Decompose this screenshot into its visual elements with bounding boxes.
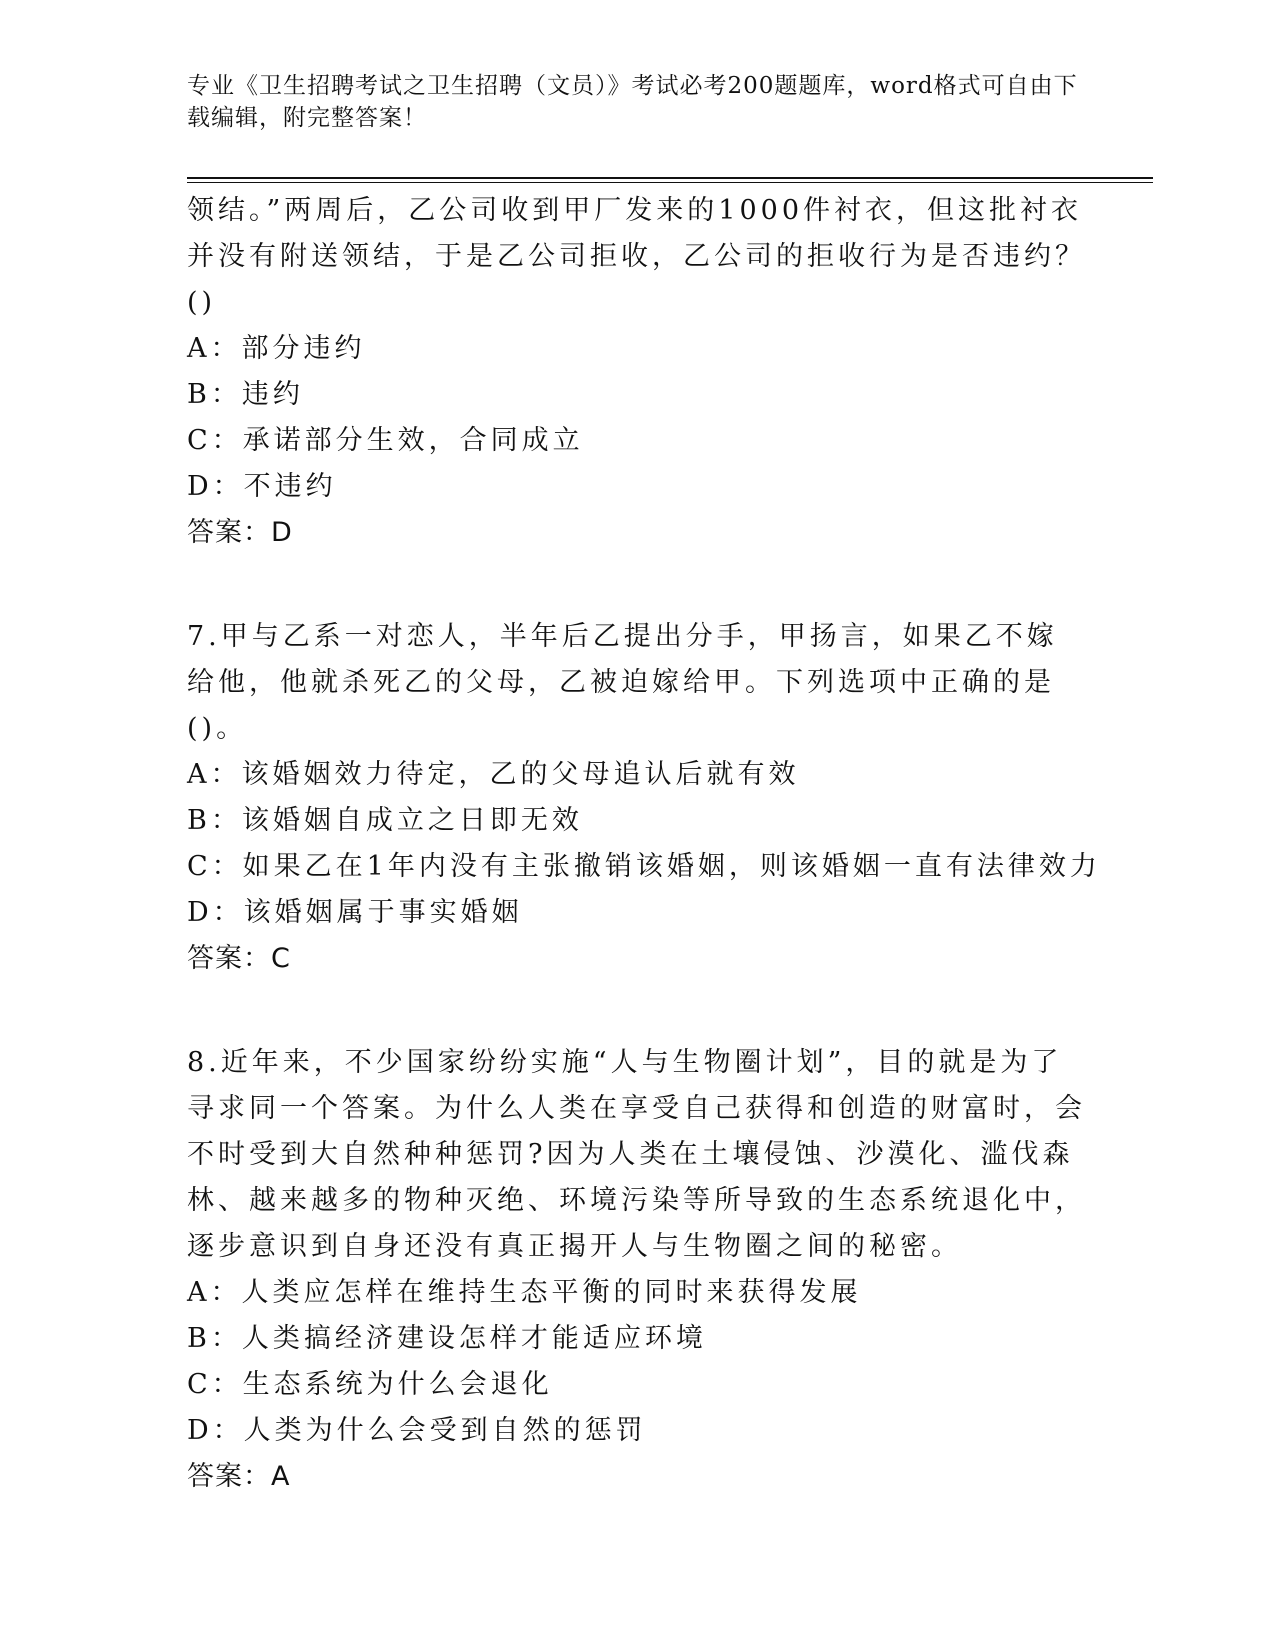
question-8 [187, 1040, 1087, 1500]
option-b: B：该婚姻自成立之日即无效 [187, 805, 583, 836]
option-a: A：人类应怎样在维持生态平衡的同时来获得发展 [187, 1277, 862, 1308]
option-b: B：违约 [187, 379, 304, 410]
question-text: 领结。”两周后，乙公司收到甲厂发来的1000件衬衣，但这批衬衣并没有附送领结，于是乙公司拒收，乙公司的拒收行为是否违约？() [187, 195, 1086, 318]
question-text: 7.甲与乙系一对恋人，半年后乙提出分手，甲扬言，如果乙不嫁给他，他就杀死乙的父母，乙被迫嫁给甲。下列选项中正确的是()。 [187, 621, 1058, 744]
option-b: B：人类搞经济建设怎样才能适应环境 [187, 1323, 707, 1354]
option-d: D：人类为什么会受到自然的惩罚 [187, 1415, 647, 1446]
option-c: C：承诺部分生效，合同成立 [187, 425, 584, 456]
page-header: 专业《卫生招聘考试之卫生招聘（文员）》考试必考200题题库，word格式可自由下载编辑，附完整答案！ [187, 73, 1078, 131]
header-rule-thin [187, 182, 1153, 183]
question-6-continued [187, 188, 1087, 556]
option-a: A：该婚姻效力待定，乙的父母追认后就有效 [187, 759, 800, 790]
option-c: C：生态系统为什么会退化 [187, 1369, 553, 1400]
header-rule-thick [187, 177, 1153, 179]
option-c: C：如果乙在1年内没有主张撤销该婚姻，则该婚姻一直有法律效力 [187, 851, 1101, 882]
question-text: 8.近年来，不少国家纷纷实施“人与生物圈计划”，目的就是为了寻求同一个答案。为什么人类在享受自己获得和创造的财富时，会不时受到大自然种种惩罚?因为人类在土壤侵蚀、沙漠化、滥伐森林、越来越多的物种灭绝、环境污染等所导致的生态系统退化中，逐步意识到自身还没有真正揭开人与生物圈之间的秘密。 [187, 1047, 1086, 1262]
question-7 [187, 614, 1101, 982]
answer-label: 答案：C [187, 943, 291, 974]
option-a: A：部分违约 [187, 333, 366, 364]
option-d: D：不违约 [187, 471, 337, 502]
answer-label: 答案：A [187, 1461, 291, 1492]
question-list [187, 188, 1101, 1500]
answer-label: 答案：D [187, 517, 293, 548]
option-d: D：该婚姻属于事实婚姻 [187, 897, 523, 928]
